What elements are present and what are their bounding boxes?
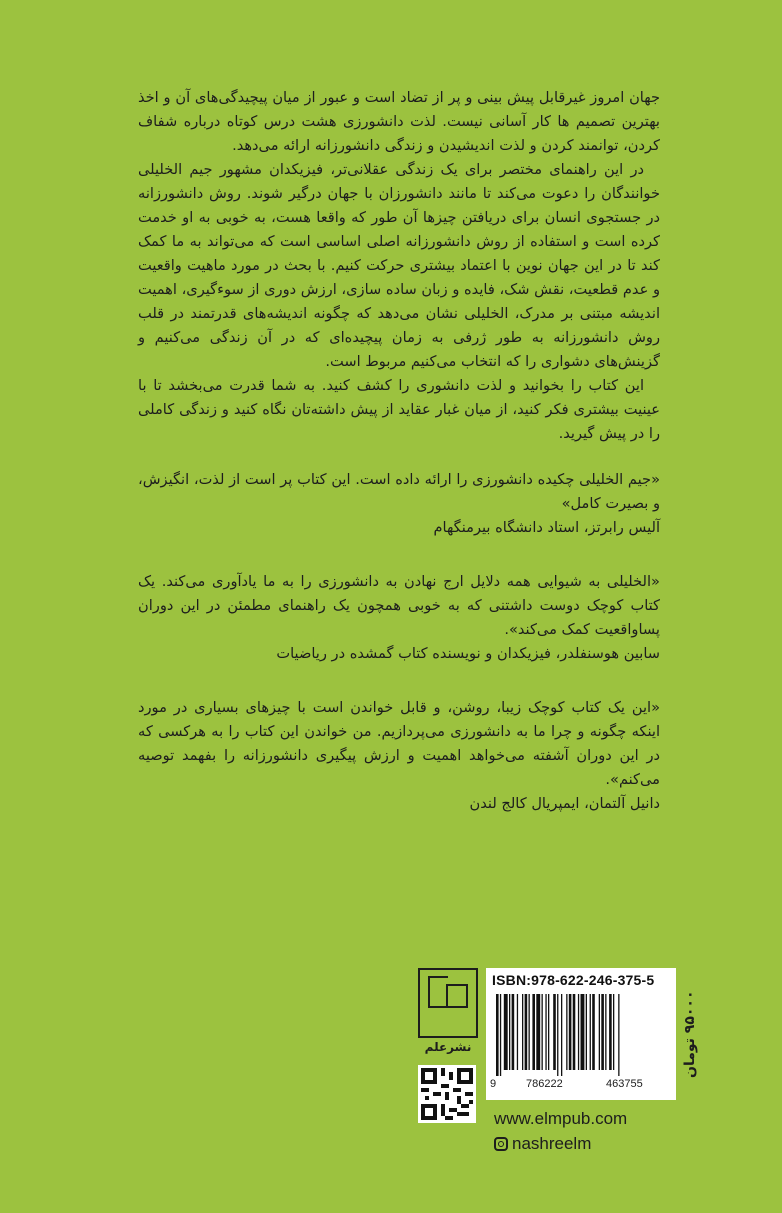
instagram-text: nashreelm [512, 1134, 592, 1153]
price-label: ۹۵۰۰۰ تومان [682, 990, 698, 1078]
qr-code-icon [418, 1065, 476, 1123]
quote-2 [138, 570, 660, 666]
intro-section [138, 86, 660, 446]
barcode-digits-mid: 786222 [526, 1078, 563, 1090]
quote-text: «جیم الخلیلی چکیده دانشورزی را ارائه داده است. این کتاب پر است از لذت، انگیزش، و بصیرت کامل» [138, 471, 660, 512]
quote-text: «الخلیلی به شیوایی همه دلایل ارج نهادن به دانشورزی را به ما یادآوری می‌کند. یک کتاب کوچک دوست داشتنی که به خوبی همچون یک راهنمای مطمئن در این دوران پساواقعیت کمک می‌کند». [138, 573, 660, 638]
quote-text: «این یک کتاب کوچک زیبا، روشن، و قابل خواندن است با چیزهای بسیاری در مورد اینکه چگونه و چرا ما به دانشورزی می‌پردازیم. من خواندن این کتاب را به هرکسی که در این دوران آشفته می‌خواهد اهمیت و ارزش پیگیری دانشورزانه را بفهمد توصیه می‌کنم». [138, 699, 660, 788]
website-link[interactable]: www.elmpub.com [494, 1109, 628, 1128]
instagram-handle[interactable] [494, 1134, 591, 1154]
publisher-name: نشرعلم [424, 1040, 472, 1054]
isbn-label: ISBN:978-622-246-375-5 [492, 972, 655, 988]
publisher-logo-icon [418, 968, 478, 1038]
intro-paragraph-3: این کتاب را بخوانید و لذت دانشوری را کشف کنید. به شما قدرت می‌بخشد تا با عینیت بیشتری فکر کنید، از میان غبار عقاید از پیش داشته‌تان نگاه کنید و زندگی کاملی را در پیش گیرید. [138, 377, 660, 442]
barcode-digit-left: 9 [490, 1078, 497, 1090]
intro-paragraph-2: در این راهنمای مختصر برای یک زندگی عقلانی‌تر، فیزیکدان مشهور جیم الخلیلی خوانندگان را دعوت می‌کند تا مانند دانشورزان با جهان درگیر شوند. روش دانشورزانه در جستجوی انسان برای دریافتن چیزها آن طور که واقعا هست، به خوبی به او خدمت کرده است و استفاده از روش دانشورزانه اصلی اساسی است که می‌تواند به ما کمک کند تا در این جهان نوین با اعتماد بیشتری حرکت کنیم. با بحث در مورد ماهیت واقعیت و عدم قطعیت، نقش شک، فایده و زبان ساده سازی، ارزش دوری از سوء‌گیری، اهمیت اندیشه مبتنی بر مدرک، الخلیلی نشان می‌دهد که چگونه اندیشه‌های قدرتمند در قلب روش دانشورزانه به طور ژرفی به زمان پیچیده‌ای که در آن زندگی می‌کنیم و گزینش‌های دشواری را که انتخاب می‌کنیم مربوط است. [138, 161, 660, 370]
isbn-barcode-box [486, 968, 676, 1100]
quote-3 [138, 696, 660, 816]
barcode-digits-right: 463755 [606, 1078, 643, 1090]
intro-paragraph-1: جهان امروز غیرقابل پیش بینی و پر از تضاد است و عبور از میان پیچیدگی‌های آن و اخذ بهترین تصمیم ها کار آسانی نیست. لذت دانشورزی هشت درس کوتاه درباره شفاف کردن، توانمند کردن و لذت اندیشیدن و زندگی دانشورزانه ارائه می‌دهد. [138, 89, 660, 154]
quote-source: دانیل آلتمان، ایمپریال کالج لندن [469, 795, 660, 812]
quote-1 [138, 468, 660, 540]
quote-source: سابین هوسنفلدر، فیزیکدان و نویسنده کتاب گمشده در ریاضیات [276, 645, 660, 662]
back-cover-text [138, 86, 660, 816]
instagram-icon [494, 1137, 508, 1151]
barcode-icon [496, 994, 668, 1076]
quote-source: آلیس رابرتز، استاد دانشگاه بیرمنگهام [433, 519, 660, 536]
